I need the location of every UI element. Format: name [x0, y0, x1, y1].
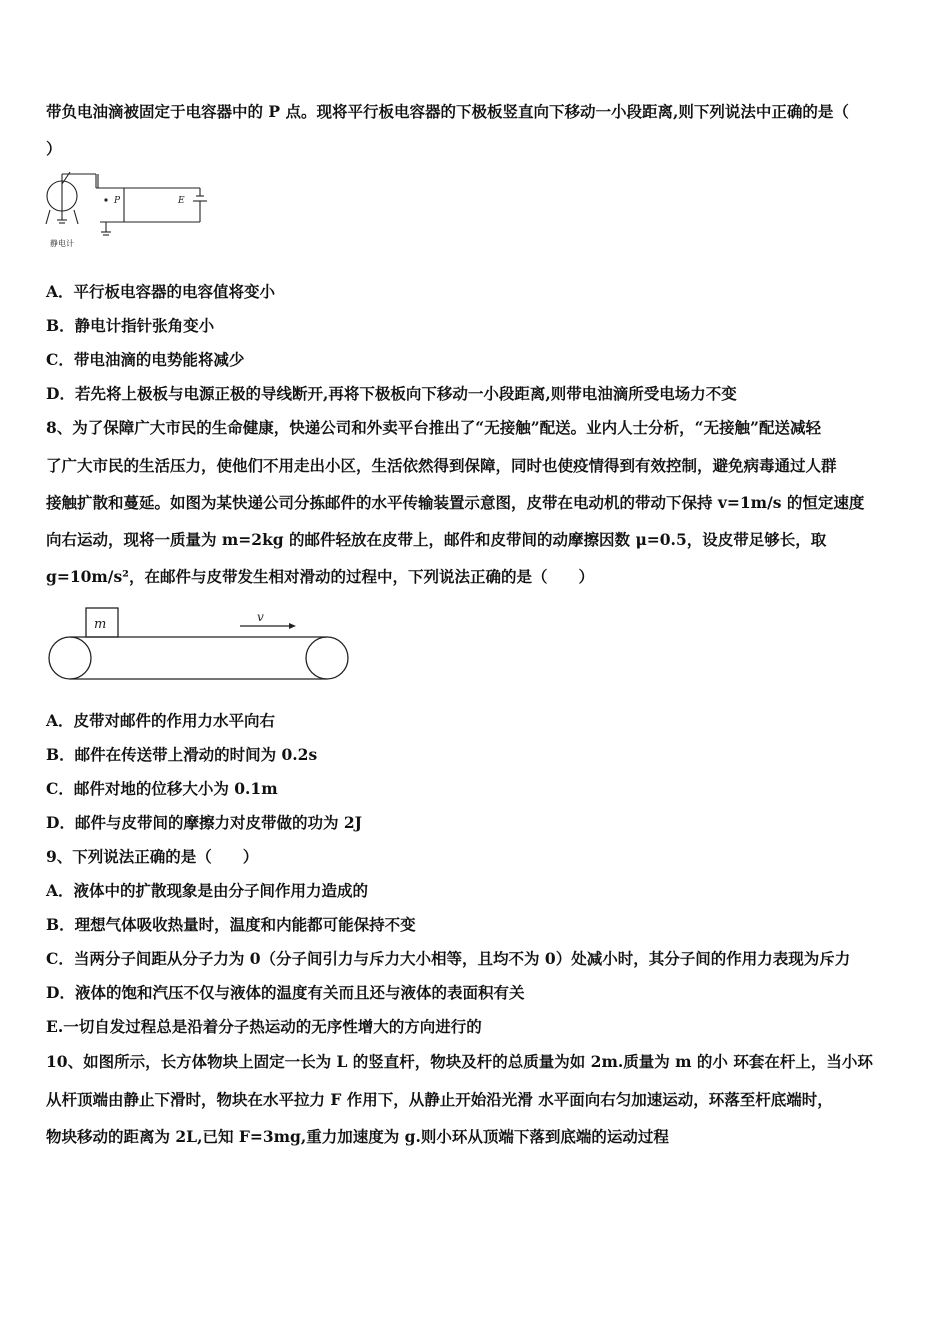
right-pulley — [306, 637, 348, 679]
capacitor-circuit-figure — [40, 166, 215, 252]
q8-stem-line5: g=10m/s²，在邮件与皮带发生相对滑动的过程中，下列说法正确的是（ ） — [46, 567, 594, 586]
q8-stem-line3: 接触扩散和蔓延。如图为某快递公司分拣邮件的水平传输装置示意图，皮带在电动机的带动下保持 v=1m/s 的恒定速度 — [46, 493, 865, 512]
q7-stem-line1: 带负电油滴被固定于电容器中的 P 点。现将平行板电容器的下极板竖直向下移动一小段距离,则下列说法中正确的是（ — [46, 102, 849, 121]
q9-option-e: E.一切自发过程总是沿着分子热运动的无序性增大的方向进行的 — [46, 1017, 482, 1036]
q8-stem-line1: 8、为了保障广大市民的生命健康，快递公司和外卖平台推出了“无接触”配送。业内人士分析，“无接触”配送减轻 — [46, 418, 821, 437]
q8-option-d: D．邮件与皮带间的摩擦力对皮带做的功为 2J — [46, 813, 362, 832]
q9-option-a: A．液体中的扩散现象是由分子间作用力造成的 — [46, 881, 369, 900]
q8-stem-line2: 了广大市民的生活压力，使他们不用走出小区，生活依然得到保障，同时也使疫情得到有效控制，避免病毒通过人群 — [46, 456, 837, 475]
label-m: m — [94, 617, 107, 632]
q9-option-b: B．理想气体吸收热量时，温度和内能都可能保持不变 — [46, 915, 416, 934]
q10-stem-line3: 物块移动的距离为 2L,已知 F=3mg,重力加速度为 g.则小环从顶端下落到底端的运动过程 — [46, 1127, 669, 1146]
q9-option-c: C．当两分子间距从分子力为 0（分子间引力与斥力大小相等，且均不为 0）处减小时，其分子间的作用力表现为斥力 — [46, 949, 851, 968]
q8-option-b: B．邮件在传送带上滑动的时间为 0.2s — [46, 745, 318, 764]
oil-drop-point — [104, 198, 107, 201]
label-v: v — [257, 610, 264, 624]
q7-option-b: B．静电计指针张角变小 — [46, 316, 215, 335]
label-p: P — [114, 196, 121, 206]
q9-option-d: D．液体的饱和汽压不仅与液体的温度有关而且还与液体的表面积有关 — [46, 983, 525, 1002]
q7-option-d: D．若先将上极板与电源正极的导线断开,再将下极板向下移动一小段距离,则带电油滴所受电场力不变 — [46, 384, 737, 403]
q8-option-c: C．邮件对地的位移大小为 0.1m — [46, 779, 278, 798]
q8-option-a: A．皮带对邮件的作用力水平向右 — [46, 711, 276, 730]
q7-stem-line2: ） — [46, 139, 62, 158]
conveyor-belt-figure — [44, 602, 354, 684]
q8-stem-line4: 向右运动，现将一质量为 m=2kg 的邮件轻放在皮带上，邮件和皮带间的动摩擦因数 μ=0.5，设皮带足够长，取 — [46, 530, 827, 549]
electrometer-label: 静电计 — [50, 239, 74, 248]
label-e: E — [178, 196, 185, 206]
q10-stem-line2: 从杆顶端由静止下滑时，物块在水平拉力 F 作用下，从静止开始沿光滑 水平面向右匀加速运动，环落至杆底端时， — [46, 1090, 833, 1109]
q7-option-c: C．带电油滴的电势能将减少 — [46, 350, 245, 369]
q10-stem-line1: 10、如图所示，长方体物块上固定一长为 L 的竖直杆，物块及杆的总质量为如 2m.质量为 m 的小 环套在杆上，当小环 — [46, 1052, 873, 1071]
q7-option-a: A．平行板电容器的电容值将变小 — [46, 282, 276, 301]
left-pulley — [49, 637, 91, 679]
q9-stem: 9、下列说法正确的是（ ） — [46, 847, 259, 866]
electrometer-icon — [46, 172, 78, 224]
